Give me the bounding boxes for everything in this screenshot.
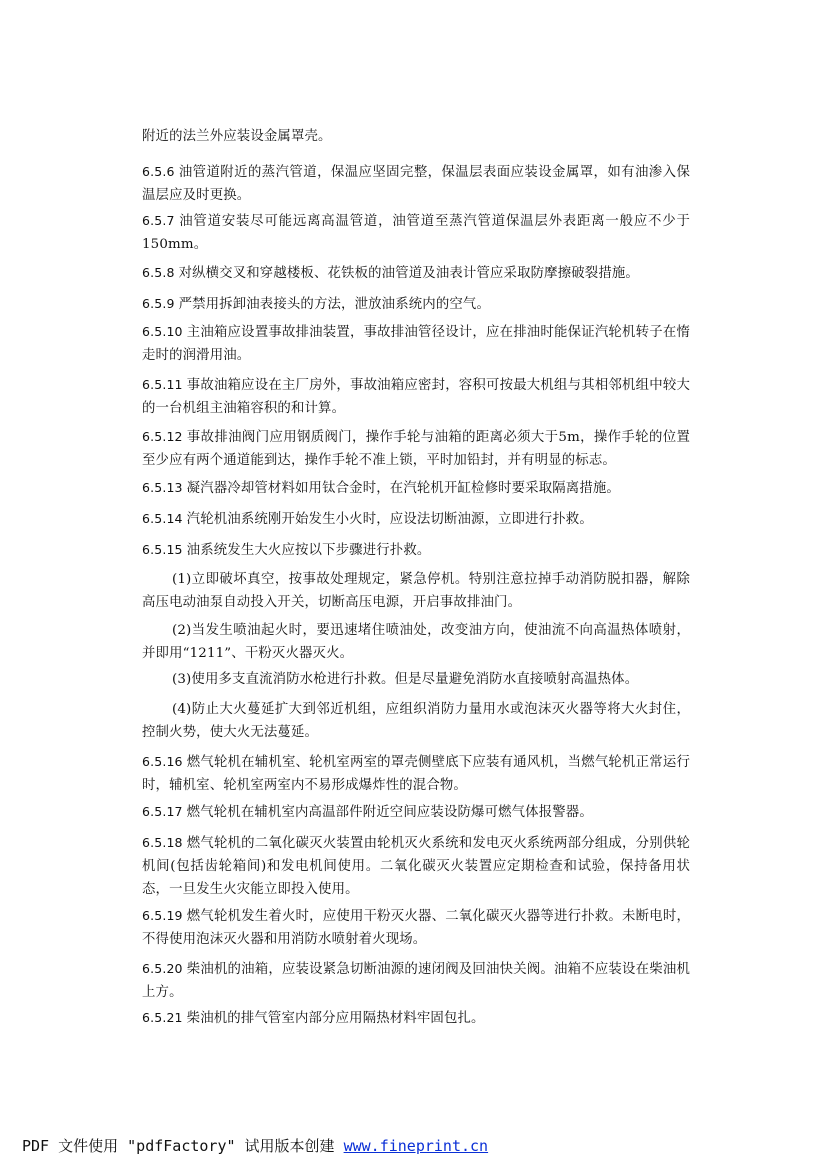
clause-number: 6.5.9: [142, 296, 175, 311]
paragraph-6-5-14: [142, 507, 690, 531]
paragraph-text: 柴油机的油箱，应装设紧急切断油源的速闭阀及回油快关阀。油箱不应装设在柴油机上方。: [142, 962, 690, 1000]
step-4: [142, 698, 690, 744]
paragraph-6-5-21: [142, 1006, 690, 1030]
paragraph-text: 事故油箱应设在主厂房外，事故油箱应密封，容积可按最大机组与其相邻机组中较大的一台机组主油箱容积的和计算。: [142, 378, 690, 416]
footer-text: PDF 文件使用 "pdfFactory" 试用版本创建: [22, 1137, 344, 1155]
paragraph-6-5-9: [142, 292, 690, 316]
paragraph-text: 事故排油阀门应用钢质阀门，操作手轮与油箱的距离必须大于5m，操作手轮的位置至少应有两个通道能到达，操作手轮不准上锁，平时加铅封，并有明显的标志。: [142, 430, 690, 468]
paragraph-text: 油管道附近的蒸汽管道，保温应坚固完整，保温层表面应装设金属罩，如有油渗入保温层应及时更换。: [142, 165, 690, 203]
clause-number: 6.5.18: [142, 835, 183, 850]
clause-number: 6.5.7: [142, 213, 175, 228]
clause-number: 6.5.13: [142, 480, 183, 495]
paragraph-text: (3)使用多支直流消防水枪进行扑救。但是尽量避免消防水直接喷射高温热体。: [172, 672, 639, 687]
paragraph-text: (1)立即破坏真空，按事故处理规定，紧急停机。特别注意拉掉手动消防脱扣器，解除高压电动油泵自动投入开关，切断高压电源，开启事故排油门。: [142, 572, 690, 610]
clause-number: 6.5.14: [142, 511, 183, 526]
paragraph-text: (2)当发生喷油起火时，要迅速堵住喷油处，改变油方向，使油流不向高温热体喷射，并即用“1211”、干粉灭火器灭火。: [142, 623, 690, 661]
paragraph-6-5-8: [142, 261, 690, 285]
paragraph-6-5-11: [142, 373, 690, 420]
paragraph-text: 油系统发生大火应按以下步骤进行扑救。: [186, 543, 431, 558]
pdf-footer: [22, 1135, 488, 1156]
paragraph-text: 燃气轮机在辅机室内高温部件附近空间应装设防爆可燃气体报警器。: [186, 805, 593, 820]
paragraph-text: 燃气轮机在辅机室、轮机室两室的罩壳侧壁底下应装有通风机，当燃气轮机正常运行时，辅机室、轮机室两室内不易形成爆炸性的混合物。: [142, 755, 690, 793]
clause-number: 6.5.17: [142, 804, 183, 819]
fineprint-link[interactable]: www.fineprint.cn: [343, 1137, 489, 1155]
clause-number: 6.5.16: [142, 754, 183, 769]
step-2: [142, 619, 690, 665]
paragraph-6-5-16: [142, 750, 690, 797]
clause-number: 6.5.10: [142, 324, 183, 339]
paragraph-text: 柴油机的排气管室内部分应用隔热材料牢固包扎。: [186, 1011, 485, 1026]
paragraph-text: 油管道安装尽可能远离高温管道，油管道至蒸汽管道保温层外表距离一般应不少于150mm。: [142, 214, 690, 252]
paragraph-6-5-17: [142, 800, 690, 824]
paragraph-text: 附近的法兰外应装设金属罩壳。: [142, 129, 332, 144]
paragraph-6-5-18: [142, 831, 690, 901]
step-1: [142, 568, 690, 614]
paragraph-text: 凝汽器冷却管材料如用钛合金时，在汽轮机开缸检修时要采取隔离措施。: [186, 481, 620, 496]
clause-number: 6.5.20: [142, 961, 183, 976]
clause-number: 6.5.6: [142, 164, 175, 179]
paragraph-text: 对纵横交叉和穿越楼板、花铁板的油管道及油表计管应采取防摩擦破裂措施。: [178, 266, 639, 281]
paragraph-6-5-12: [142, 425, 690, 472]
clause-number: 6.5.12: [142, 429, 183, 444]
clause-number: 6.5.19: [142, 908, 183, 923]
paragraph-text: 燃气轮机的二氧化碳灭火装置由轮机灭火系统和发电灭火系统两部分组成，分别供轮机间(包括齿轮箱间)和发电机间使用。二氧化碳灭火装置应定期检查和试验，保持备用状态，一旦发生火灾能立即投入使用。: [142, 836, 690, 897]
step-3: [142, 668, 690, 691]
paragraph-text: 严禁用拆卸油表接头的方法，泄放油系统内的空气。: [178, 297, 490, 312]
paragraph-6-5-19: [142, 904, 690, 951]
paragraph-text: 燃气轮机发生着火时，应使用干粉灭火器、二氧化碳灭火器等进行扑救。未断电时，不得使用泡沫灭火器和用消防水喷射着火现场。: [142, 909, 690, 947]
paragraph-6-5-15: [142, 538, 690, 562]
clause-number: 6.5.8: [142, 265, 175, 280]
paragraph-text: 主油箱应设置事故排油装置，事故排油管径设计，应在排油时能保证汽轮机转子在惰走时的润滑用油。: [142, 325, 690, 363]
paragraph-text: (4)防止大火蔓延扩大到邻近机组，应组织消防力量用水或泡沫灭火器等将大火封住，控制火势，使大火无法蔓延。: [142, 702, 690, 740]
paragraph-text: 汽轮机油系统刚开始发生小火时，应设法切断油源，立即进行扑救。: [186, 512, 593, 527]
paragraph-6-5-13: [142, 476, 690, 500]
paragraph-6-5-20: [142, 957, 690, 1004]
clause-number: 6.5.11: [142, 377, 183, 392]
paragraph-6-5-10: [142, 320, 690, 367]
paragraph-6-5-6: [142, 160, 690, 207]
clause-number: 6.5.21: [142, 1010, 183, 1025]
clause-number: 6.5.15: [142, 542, 183, 557]
paragraph-6-5-7: [142, 209, 690, 256]
paragraph-continuation: [142, 125, 690, 148]
